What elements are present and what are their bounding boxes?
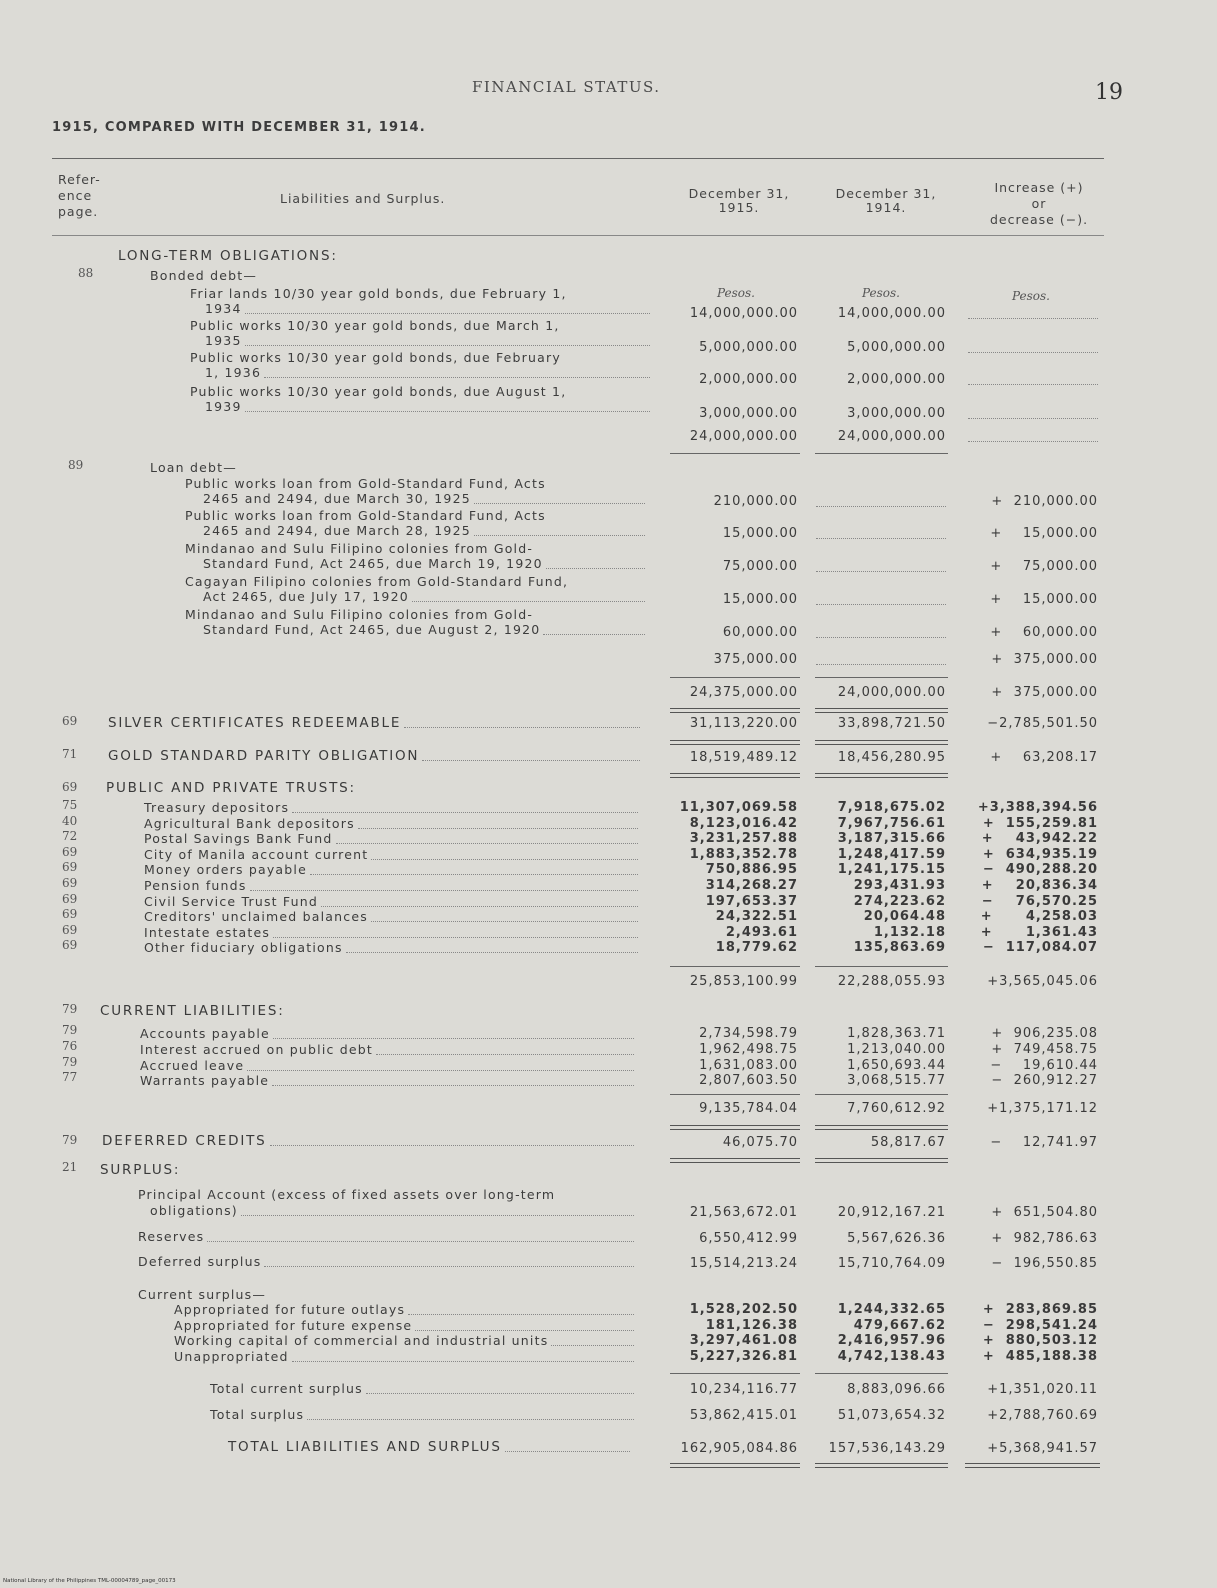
value-1915: 2,493.61 — [725, 924, 798, 940]
unit-label: Pesos. — [1012, 289, 1050, 303]
empty-cell-leader — [968, 352, 1098, 353]
value-1914: 3,187,315.66 — [837, 831, 946, 847]
value-change: + 43,942.22 — [981, 831, 1098, 847]
sum-rule — [815, 1373, 948, 1374]
dot-leader — [245, 313, 650, 314]
dot-leader — [307, 1419, 634, 1420]
value-1915: 53,862,415.01 — [689, 1408, 798, 1423]
trust-item-label: Treasury depositors — [144, 800, 290, 815]
loan-label: Mindanao and Sulu Filipino colonies from Gold- — [185, 607, 534, 622]
dot-leader — [474, 535, 645, 536]
empty-cell-leader — [816, 637, 946, 638]
bond-label: Public works 10/30 year gold bonds, due August 1, — [190, 384, 567, 399]
value-1914: 1,248,417.59 — [837, 846, 946, 862]
dot-leader — [474, 503, 645, 504]
value-change: + 283,869.85 — [982, 1302, 1098, 1317]
value-change: +2,788,760.69 — [987, 1408, 1098, 1423]
value-change: + 485,188.38 — [982, 1348, 1098, 1364]
value-1915: 8,123,016.42 — [689, 815, 798, 831]
value-change: + 982,786.63 — [991, 1231, 1098, 1246]
empty-cell-leader — [968, 318, 1098, 319]
value-1914: 157,536,143.29 — [828, 1441, 946, 1456]
double-rule — [670, 740, 800, 745]
value-1914: 1,132.18 — [873, 924, 946, 940]
dot-leader — [292, 1361, 634, 1362]
value-change: + 15,000.00 — [990, 592, 1098, 607]
loan-label-cont: Standard Fund, Act 2465, due August 2, 1920 — [203, 622, 541, 637]
section-heading: PUBLIC AND PRIVATE TRUSTS: — [106, 780, 356, 796]
value-1915: 24,322.51 — [715, 909, 798, 925]
dot-leader — [264, 377, 650, 378]
grand-total-label: TOTAL LIABILITIES AND SURPLUS — [228, 1439, 502, 1455]
empty-cell-leader — [816, 664, 946, 665]
value-1915: 3,000,000.00 — [699, 406, 798, 421]
value-change: − 260,912.27 — [991, 1073, 1098, 1089]
dot-leader — [207, 1241, 634, 1242]
double-rule — [670, 1463, 800, 1468]
value-1915: 1,962,498.75 — [699, 1041, 798, 1057]
double-rule — [815, 773, 948, 778]
value-1914: 1,650,693.44 — [847, 1057, 946, 1073]
value-1914: 7,760,612.92 — [847, 1101, 946, 1116]
value-1915: 6,550,412.99 — [699, 1231, 798, 1246]
deferred-credits-label: DEFERRED CREDITS — [102, 1133, 267, 1149]
value-1914: 3,068,515.77 — [847, 1073, 946, 1089]
value-change: + 155,259.81 — [982, 815, 1098, 831]
value-change: − 490,288.20 — [982, 862, 1098, 878]
empty-cell-leader — [816, 604, 946, 605]
total-surplus-label: Total surplus — [210, 1407, 305, 1422]
value-1914: 20,064.48 — [863, 909, 946, 925]
trust-item-label: Civil Service Trust Fund — [144, 893, 319, 909]
ref-page: 21 — [62, 1160, 78, 1174]
value-1915: 10,234,116.77 — [689, 1382, 798, 1397]
dot-leader — [546, 568, 645, 569]
value-1915: 210,000.00 — [713, 494, 798, 509]
current-item-label: Accrued leave — [140, 1057, 245, 1073]
double-rule — [670, 708, 800, 713]
double-rule — [815, 708, 948, 713]
value-1915: 24,000,000.00 — [689, 429, 798, 444]
value-1915: 181,126.38 — [705, 1317, 798, 1333]
top-rule — [52, 158, 1104, 159]
loan-label-cont: 2465 and 2494, due March 28, 1925 — [203, 523, 471, 538]
value-change: + 1,361.43 — [980, 924, 1098, 940]
dot-leader — [422, 760, 640, 761]
current-surplus-item-label: Appropriated for future outlays — [174, 1302, 406, 1317]
value-change: + 375,000.00 — [991, 685, 1098, 700]
value-1914: 479,667.62 — [853, 1317, 946, 1333]
value-change: + 749,458.75 — [991, 1041, 1098, 1057]
unit-label: Pesos. — [862, 286, 900, 300]
ref-page: 69 — [62, 860, 78, 875]
value-1914: 2,000,000.00 — [847, 372, 946, 387]
value-change: − 12,741.97 — [990, 1135, 1098, 1150]
value-1914: 1,213,040.00 — [847, 1041, 946, 1057]
trust-item-label: Agricultural Bank depositors — [144, 815, 355, 831]
ref-page: 69 — [62, 876, 78, 890]
current-surplus-item-label: Unappropriated — [174, 1348, 289, 1364]
value-1915: 2,000,000.00 — [699, 372, 798, 387]
total-current-surplus-label: Total current surplus — [210, 1381, 363, 1396]
value-1915: 21,563,672.01 — [689, 1205, 798, 1220]
value-1914: 51,073,654.32 — [837, 1408, 946, 1423]
sum-rule — [670, 966, 800, 967]
dot-leader — [408, 1314, 634, 1315]
ref-page: 77 — [62, 1070, 78, 1085]
value-1915: 314,268.27 — [705, 878, 798, 893]
bond-label-cont: 1935 — [205, 333, 242, 348]
value-change: + 75,000.00 — [990, 559, 1098, 574]
dot-leader — [505, 1451, 630, 1452]
value-change: − 76,570.25 — [981, 893, 1098, 909]
unit-label: Pesos. — [717, 286, 755, 300]
sum-rule — [670, 1373, 800, 1374]
loan-label-cont: Act 2465, due July 17, 1920 — [203, 589, 409, 604]
value-1915: 31,113,220.00 — [689, 716, 798, 731]
sum-rule — [815, 677, 948, 678]
ref-page: 76 — [62, 1038, 78, 1053]
sum-rule — [815, 966, 948, 967]
value-1914: 5,567,626.36 — [847, 1231, 946, 1246]
col-header-dec-1915: December 31, 1915. — [688, 186, 790, 215]
value-1915: 375,000.00 — [713, 652, 798, 667]
trust-item-label: Postal Savings Bank Fund — [144, 831, 333, 847]
bond-label-cont: 1, 1936 — [205, 365, 262, 380]
value-change: + 210,000.00 — [991, 494, 1098, 509]
dot-leader — [412, 601, 645, 602]
value-1914: 24,000,000.00 — [837, 685, 946, 700]
bond-label: Public works 10/30 year gold bonds, due February — [190, 350, 561, 365]
dot-leader — [264, 1266, 634, 1267]
dot-leader — [346, 952, 638, 953]
bond-label-cont: 1934 — [205, 301, 242, 316]
value-1914: 7,967,756.61 — [837, 815, 946, 831]
empty-cell-leader — [968, 418, 1098, 419]
principal-account-label: Principal Account (excess of fixed assets over long-term — [138, 1187, 556, 1202]
value-change: −2,785,501.50 — [987, 716, 1098, 731]
value-1915: 24,375,000.00 — [689, 685, 798, 700]
value-change: + 880,503.12 — [982, 1333, 1098, 1348]
ref-page: 69 — [62, 844, 78, 859]
current-item-label: Warrants payable — [140, 1073, 270, 1089]
section-heading: CURRENT LIABILITIES: — [100, 1003, 285, 1019]
value-1915: 11,307,069.58 — [679, 800, 798, 815]
value-1914: 7,918,675.02 — [837, 800, 946, 815]
double-rule — [815, 740, 948, 745]
value-1915: 75,000.00 — [722, 559, 798, 574]
silver-certificates-label: SILVER CERTIFICATES REDEEMABLE — [108, 715, 402, 731]
value-change: + 60,000.00 — [990, 625, 1098, 640]
sum-rule — [815, 453, 948, 454]
ref-page: 72 — [62, 829, 78, 844]
loan-label: Public works loan from Gold-Standard Fund, Acts — [185, 508, 546, 523]
value-1915: 15,000.00 — [722, 592, 798, 607]
value-1915: 18,779.62 — [715, 940, 798, 956]
value-change: + 375,000.00 — [991, 652, 1098, 667]
bond-label-cont: 1939 — [205, 399, 242, 414]
value-change: + 15,000.00 — [990, 526, 1098, 541]
dot-leader — [543, 634, 645, 635]
sum-rule — [670, 1094, 800, 1095]
ref-page: 79 — [62, 1023, 78, 1037]
ref-page: 69 — [62, 891, 78, 906]
dot-leader — [551, 1345, 634, 1346]
dot-leader — [404, 727, 640, 728]
double-rule — [670, 1158, 800, 1163]
value-change: +1,375,171.12 — [987, 1101, 1098, 1116]
double-rule — [815, 1125, 948, 1130]
value-1914: 135,863.69 — [853, 940, 946, 956]
sum-rule — [670, 677, 800, 678]
value-change: + 63,208.17 — [990, 750, 1098, 765]
loan-label: Cagayan Filipino colonies from Gold-Standard Fund, — [185, 574, 569, 589]
trust-item-label: Money orders payable — [144, 862, 307, 878]
value-1914: 8,883,096.66 — [847, 1382, 946, 1397]
ref-page: 88 — [78, 266, 94, 280]
value-1915: 197,653.37 — [705, 893, 798, 909]
value-1915: 5,000,000.00 — [699, 340, 798, 355]
table-subtitle: 1915, COMPARED WITH DECEMBER 31, 1914. — [52, 120, 426, 135]
reserves-label: Reserves — [138, 1229, 205, 1244]
ref-page: 40 — [62, 813, 78, 828]
dot-leader — [321, 906, 638, 907]
section-heading: LONG-TERM OBLIGATIONS: — [118, 248, 338, 264]
value-1915: 25,853,100.99 — [689, 974, 798, 989]
current-surplus-item-label: Appropriated for future expense — [174, 1317, 413, 1333]
bond-label: Public works 10/30 year gold bonds, due March 1, — [190, 318, 560, 333]
value-change: + 4,258.03 — [980, 909, 1098, 925]
dot-leader — [292, 812, 638, 813]
value-change: − 19,610.44 — [990, 1057, 1098, 1073]
deferred-surplus-label: Deferred surplus — [138, 1254, 262, 1269]
value-1914: 4,742,138.43 — [837, 1348, 946, 1364]
dot-leader — [371, 859, 638, 860]
trust-item-label: Creditors' unclaimed balances — [144, 909, 368, 925]
footer-credit: National Library of the Philippines TML-00004789_page_00173 — [3, 1578, 176, 1584]
value-1914: 5,000,000.00 — [847, 340, 946, 355]
value-1914: 1,244,332.65 — [837, 1302, 946, 1317]
trust-item-label: City of Manila account current — [144, 846, 369, 862]
value-change: + 651,504.80 — [991, 1205, 1098, 1220]
ref-page: 89 — [68, 458, 84, 472]
current-item-label: Accounts payable — [140, 1026, 270, 1041]
header-rule — [52, 235, 1104, 236]
value-change: +3,388,394.56 — [977, 800, 1098, 815]
value-change: + 20,836.34 — [981, 878, 1098, 893]
ref-page: 79 — [62, 1002, 78, 1016]
value-change: +5,368,941.57 — [987, 1441, 1098, 1456]
dot-leader — [336, 843, 638, 844]
value-1914: 58,817.67 — [870, 1135, 946, 1150]
double-rule — [815, 1463, 948, 1468]
double-rule — [965, 1463, 1100, 1468]
value-1914: 14,000,000.00 — [837, 306, 946, 321]
value-1914: 274,223.62 — [853, 893, 946, 909]
principal-account-cont: obligations) — [150, 1203, 238, 1218]
dot-leader — [371, 921, 638, 922]
value-1914: 1,828,363.71 — [847, 1026, 946, 1041]
value-1915: 2,734,598.79 — [699, 1026, 798, 1041]
loan-label: Public works loan from Gold-Standard Fund, Acts — [185, 476, 546, 491]
ref-page: 79 — [62, 1133, 78, 1147]
dot-leader — [358, 828, 638, 829]
empty-cell-leader — [968, 441, 1098, 442]
value-1915: 60,000.00 — [722, 625, 798, 640]
empty-cell-leader — [968, 384, 1098, 385]
value-1915: 1,631,083.00 — [699, 1057, 798, 1073]
ref-page: 69 — [62, 922, 78, 937]
current-surplus-label: Current surplus— — [138, 1287, 267, 1302]
dot-leader — [241, 1215, 634, 1216]
loan-label-cont: 2465 and 2494, due March 30, 1925 — [203, 491, 471, 506]
value-1914: 24,000,000.00 — [837, 429, 946, 444]
value-1915: 1,528,202.50 — [689, 1302, 798, 1317]
double-rule — [670, 1125, 800, 1130]
trust-item-label: Other fiduciary obligations — [144, 940, 343, 956]
dot-leader — [273, 937, 638, 938]
empty-cell-leader — [816, 571, 946, 572]
value-1915: 14,000,000.00 — [689, 306, 798, 321]
page-number: 19 — [1095, 80, 1123, 105]
value-1914: 3,000,000.00 — [847, 406, 946, 421]
ref-page: 79 — [62, 1054, 78, 1069]
value-1915: 9,135,784.04 — [699, 1101, 798, 1116]
value-1914: 1,241,175.15 — [837, 862, 946, 878]
value-1914: 22,288,055.93 — [837, 974, 946, 989]
value-1915: 3,231,257.88 — [689, 831, 798, 847]
double-rule — [670, 773, 800, 778]
value-1914: 2,416,957.96 — [837, 1333, 946, 1348]
col-header-ref: Refer- ence page. — [58, 172, 101, 219]
col-header-dec-1914: December 31, 1914. — [835, 186, 937, 215]
sum-rule — [815, 1094, 948, 1095]
value-1914: 33,898,721.50 — [837, 716, 946, 731]
trust-item-label: Pension funds — [144, 878, 247, 893]
col-header-change: Increase (+) or decrease (−). — [989, 180, 1089, 227]
dot-leader — [376, 1054, 634, 1055]
value-1915: 15,514,213.24 — [689, 1256, 798, 1271]
dot-leader — [247, 1070, 634, 1071]
value-1915: 15,000.00 — [722, 526, 798, 541]
value-1915: 750,886.95 — [705, 862, 798, 878]
value-1915: 3,297,461.08 — [689, 1333, 798, 1348]
value-change: − 196,550.85 — [991, 1256, 1098, 1271]
value-1915: 2,807,603.50 — [699, 1073, 798, 1089]
dot-leader — [250, 890, 638, 891]
gold-parity-label: GOLD STANDARD PARITY OBLIGATION — [108, 748, 420, 764]
section-heading: SURPLUS: — [100, 1162, 181, 1178]
ref-page: 71 — [62, 747, 78, 761]
bond-label: Friar lands 10/30 year gold bonds, due February 1, — [190, 286, 567, 301]
ref-page: 69 — [62, 714, 78, 728]
value-change: + 906,235.08 — [991, 1026, 1098, 1041]
dot-leader — [272, 1085, 634, 1086]
dot-leader — [245, 345, 650, 346]
subsection-label: Loan debt— — [150, 460, 237, 475]
loan-label-cont: Standard Fund, Act 2465, due March 19, 1920 — [203, 556, 543, 571]
value-change: − 298,541.24 — [982, 1317, 1098, 1333]
dot-leader — [310, 874, 638, 875]
sum-rule — [670, 453, 800, 454]
empty-cell-leader — [816, 506, 946, 507]
ref-page: 75 — [62, 798, 78, 812]
trust-item-label: Intestate estates — [144, 924, 271, 940]
value-1914: 20,912,167.21 — [837, 1205, 946, 1220]
current-surplus-item-label: Working capital of commercial and industrial units — [174, 1333, 549, 1348]
ref-page: 69 — [62, 907, 78, 922]
value-1915: 162,905,084.86 — [680, 1441, 798, 1456]
ref-page: 69 — [62, 938, 78, 953]
subsection-label: Bonded debt— — [150, 268, 258, 283]
value-1914: 15,710,764.09 — [837, 1256, 946, 1271]
value-change: − 117,084.07 — [982, 940, 1098, 956]
value-1915: 18,519,489.12 — [689, 750, 798, 765]
running-header: FINANCIAL STATUS. — [472, 78, 661, 96]
value-1914: 293,431.93 — [853, 878, 946, 893]
loan-label: Mindanao and Sulu Filipino colonies from Gold- — [185, 541, 534, 556]
dot-leader — [273, 1038, 634, 1039]
ref-page: 69 — [62, 780, 78, 794]
dot-leader — [270, 1145, 634, 1146]
empty-cell-leader — [816, 538, 946, 539]
value-1915: 5,227,326.81 — [689, 1348, 798, 1364]
dot-leader — [366, 1393, 634, 1394]
double-rule — [815, 1158, 948, 1163]
value-change: +1,351,020.11 — [987, 1382, 1098, 1397]
dot-leader — [415, 1330, 634, 1331]
current-item-label: Interest accrued on public debt — [140, 1041, 373, 1057]
value-change: + 634,935.19 — [982, 846, 1098, 862]
col-header-liabilities: Liabilities and Surplus. — [280, 191, 446, 206]
value-1915: 1,883,352.78 — [689, 846, 798, 862]
dot-leader — [245, 411, 650, 412]
value-1915: 46,075.70 — [722, 1135, 798, 1150]
value-1914: 18,456,280.95 — [837, 750, 946, 765]
value-change: +3,565,045.06 — [987, 974, 1098, 989]
